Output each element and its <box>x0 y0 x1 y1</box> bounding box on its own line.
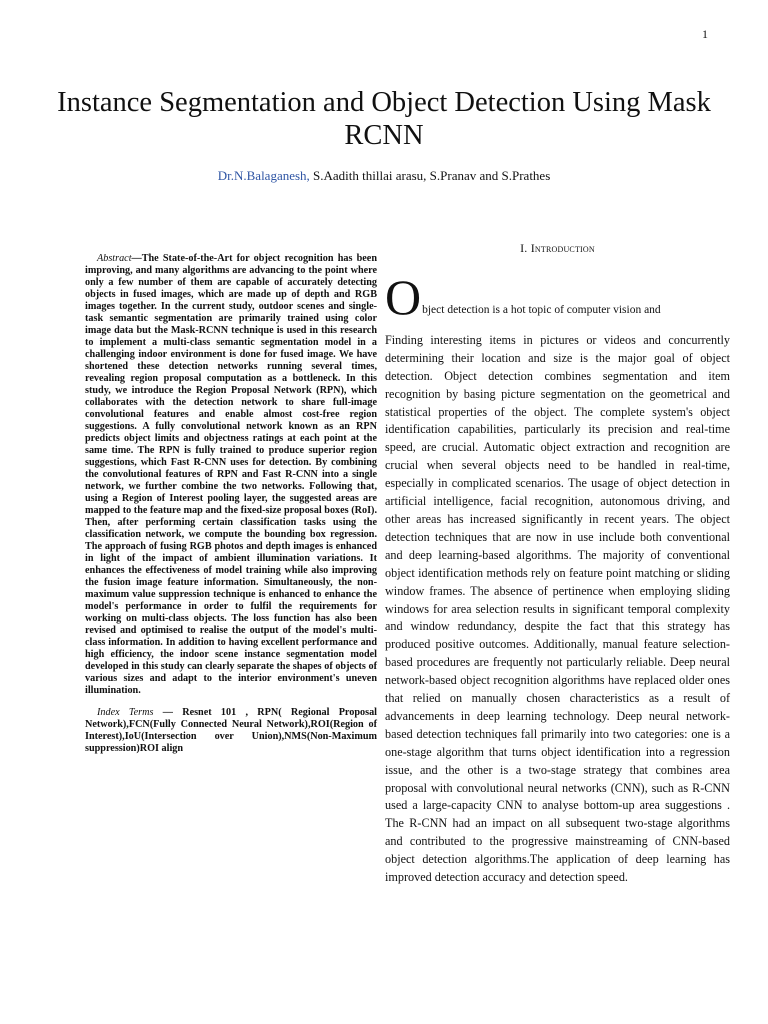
left-column <box>85 253 377 755</box>
introduction-body: Finding interesting items in pictures or videos and concurrently determining their location and size is the major goal of object detection. Object detection combines segmentation and item recognition by basing picture segmentation on the geometrical and statistical properties of the object. The complete system's object identification capabilities, particularly its precision and real-time speed, are crucial. Automatic object extraction and recognition are crucial when several objects need to be handled in real-time, especially in complicated scenarios. The usage of object detection in artificial intelligence, facial recognition, autonomous driving, and other areas has increased significantly in recent years. The object detection techniques that are now in use include both conventional and deep learning-based algorithms. The majority of conventional object identification methods rely on feature point matching or sliding window frames. The absence of pertinence when employing sliding windows for area selection results in significant temporal complexity and window redundancy, despite the fact that this strategy has produced positive outcomes. Additionally, manual feature selection-based procedures are frequently not particularly reliable. Deep neural network-based object recognition algorithms have replaced older ones that relied on manually chosen characteristics as a result of advancements in deep learning technology. Deep neural network-based detection techniques fall primarily into two categories: one is a one-stage algorithm that turns object identification into a regression issue, and the other is a two-stage strategy that combines area proposal with convolutional neural networks (CNN), such as R-CNN used a large-capacity CNN to analyse bottom-up area suggestions . The R-CNN had an impact on all subsequent two-stage algorithms and contributed to the progressive mainstreaming of CNN-based object detection algorithms.The application of deep learning has improved detection accuracy and detection speed. <box>385 332 730 885</box>
abstract-label: Abstract <box>97 253 132 264</box>
lead-author: Dr.N.Balaganesh, <box>217 168 310 183</box>
abstract-text: —The State-of-the-Art for object recognition has been improving, and many algorithms are advancing to the point where only a few number of them are capable of accurately detecting objects in fused images, which are made up of depth and RGB images together. In the current study, outdoor scenes and single-task semantic segmentation are primarily trained using color image data but the Mask-RCNN technique is used in this research to implement a multi-class semantic segmentation model in a challenging indoor environment is done for fused image. We have shortened these detection networks running several times, revealing region proposal computation as a bottleneck. In this study, we introduce the Region Proposal Network (RPN), which collaborates with the detection network to share full-image convolutional features and enable almost cost-free region suggestions. A fully convolutional network known as an RPN predicts object limits and objectness ratings at each point at the same time. The RPN is fully trained to produce superior region suggestions, which Fast R-CNN uses for detection. By combining the convolutional features of RPN and Fast R-CNN into a single network, we further combine the two networks. Following that, using a Region of Interest pooling layer, the suggested areas are mapped to the feature map and the fixed-size proposal boxes (RoI). Then, after performing certain classification tasks using the classification network, we compute the bounding box regression. The approach of fusing RGB photos and depth images is enhanced in light of the impact of ambient illumination variations. It enhances the effectiveness of model training while also improving the fusion image feature information. Simultaneously, the non-maximum value suppression technique is enhanced to enhance the model's performance in order to fulfil the requirements for working on multi-class objects. The loss function has also been revised and optimised to realise the output of the model's multi-class information. In addition to having excellent performance and high efficiency, the indoor scene instance segmentation model developed in this study can clearly separate the shapes of objects of various sizes and adapt to the interior environment's uneven illumination. <box>85 253 377 696</box>
paper-title: Instance Segmentation and Object Detection Using Mask RCNN <box>57 87 711 151</box>
drop-cap: O <box>385 268 422 325</box>
co-authors: S.Aadith thillai arasu, S.Pranav and S.Prathes <box>309 168 551 183</box>
page-number: 1 <box>702 27 708 41</box>
author-list <box>0 168 768 184</box>
intro-first-line <box>385 268 730 325</box>
right-column <box>385 240 730 887</box>
index-terms-label: Index Terms <box>97 707 154 718</box>
abstract-paragraph <box>85 253 377 697</box>
index-terms-paragraph <box>85 707 377 755</box>
intro-first-line-text: bject detection is a hot topic of computer vision and <box>422 304 661 316</box>
introduction-heading: I. Introduction <box>520 241 595 255</box>
index-terms-text: — Resnet 101 , RPN( Regional Proposal Network),FCN(Fully Connected Neural Network),ROI(Region of Interest),IoU(Intersection over Union),NMS(Non-Maximum suppression)ROI align <box>85 707 377 754</box>
